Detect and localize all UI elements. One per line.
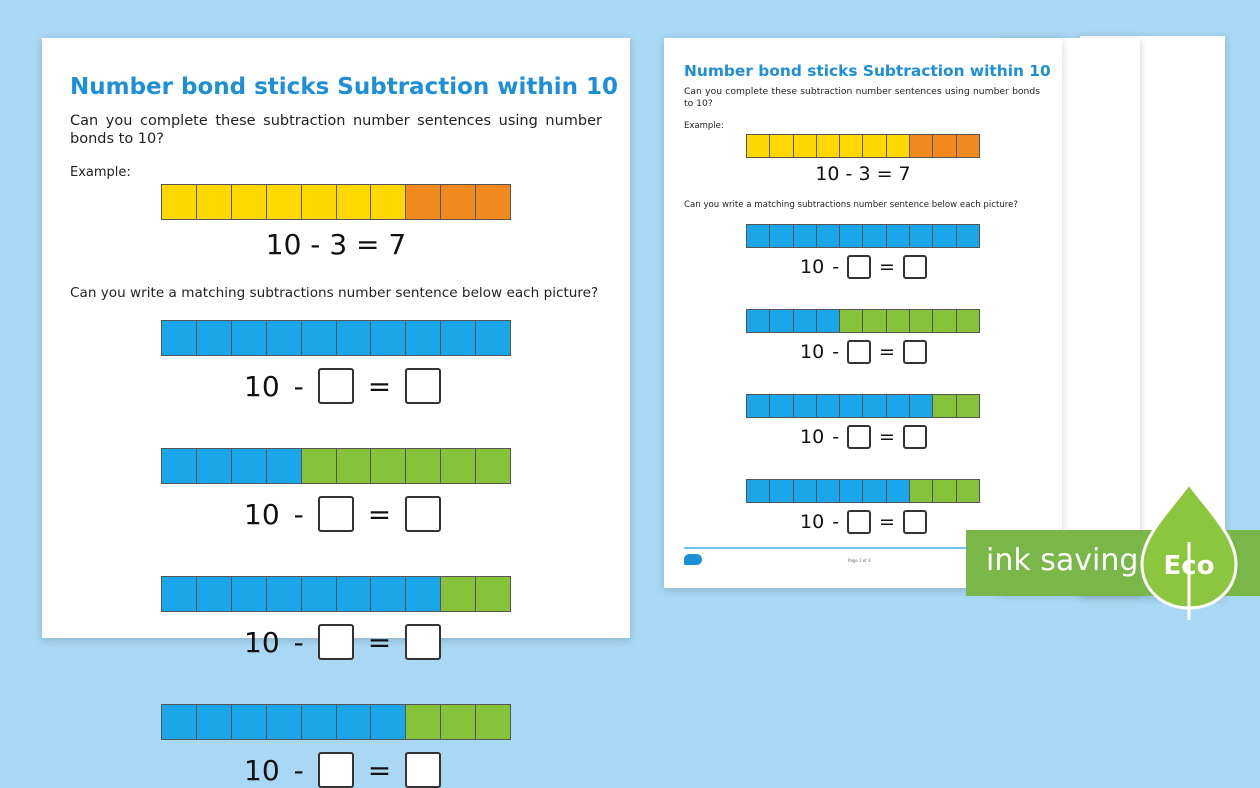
answer-box-difference[interactable] — [405, 368, 441, 404]
worksheet-intro: Can you complete these subtraction number sentences using number bonds to 10? — [684, 86, 1040, 109]
stick-cell — [817, 135, 840, 157]
problem-number-stick — [746, 394, 980, 418]
equals-sign: = — [879, 426, 895, 448]
problem-number-stick — [161, 448, 511, 484]
stick-cell — [267, 449, 302, 483]
stick-cell — [933, 135, 956, 157]
answer-box-subtrahend[interactable] — [318, 368, 354, 404]
stick-cell — [817, 225, 840, 247]
stick-cell — [162, 577, 197, 611]
minus-sign: - — [293, 369, 304, 403]
equals-sign: = — [367, 625, 392, 659]
stick-cell — [863, 395, 886, 417]
stick-cell — [933, 310, 956, 332]
minus-sign: - — [832, 511, 840, 533]
stick-cell — [337, 449, 372, 483]
stick-cell — [817, 395, 840, 417]
equation-start-number: 10 — [800, 511, 825, 533]
equals-sign: = — [367, 753, 392, 787]
worksheet-page-large — [42, 38, 630, 787]
stick-cell — [337, 321, 372, 355]
stick-cell — [910, 225, 933, 247]
problem-number-stick — [746, 309, 980, 333]
stick-cell — [863, 135, 886, 157]
worksheet-title: Number bond sticks Subtraction within 10 — [684, 62, 1051, 80]
stick-cell — [337, 705, 372, 739]
problem-number-stick — [161, 576, 511, 612]
stick-cell — [371, 321, 406, 355]
worksheet-question: Can you write a matching subtractions number sentence below each picture? — [684, 200, 1018, 210]
stick-cell — [910, 480, 933, 502]
stick-cell — [197, 321, 232, 355]
minus-sign: - — [293, 625, 304, 659]
answer-box-difference[interactable] — [405, 752, 441, 788]
stick-cell — [302, 449, 337, 483]
stick-cell — [302, 705, 337, 739]
stick-cell — [840, 480, 863, 502]
answer-box-difference[interactable] — [405, 496, 441, 532]
footer-page-number: Page 1 of 3 — [848, 558, 871, 563]
example-label: Example: — [70, 165, 131, 180]
problem-equation — [244, 624, 441, 660]
stick-cell — [267, 185, 302, 219]
stick-cell — [887, 135, 910, 157]
answer-box-subtrahend[interactable] — [318, 624, 354, 660]
stick-cell — [441, 185, 476, 219]
stick-cell — [887, 395, 910, 417]
minus-sign: - — [293, 753, 304, 787]
stick-cell — [197, 705, 232, 739]
answer-box-subtrahend[interactable] — [318, 496, 354, 532]
stick-cell — [747, 135, 770, 157]
ink-saving-label: ink saving — [986, 543, 1139, 578]
stick-cell — [840, 135, 863, 157]
stick-cell — [371, 577, 406, 611]
problem-number-stick — [161, 704, 511, 740]
answer-box-difference[interactable] — [405, 624, 441, 660]
minus-sign: - — [832, 256, 840, 278]
stick-cell — [910, 310, 933, 332]
stick-cell — [933, 225, 956, 247]
example-number-stick — [161, 184, 511, 220]
stick-cell — [476, 185, 510, 219]
stick-cell — [232, 577, 267, 611]
stick-cell — [933, 480, 956, 502]
equals-sign: = — [879, 341, 895, 363]
stick-cell — [162, 449, 197, 483]
stick-cell — [863, 225, 886, 247]
stick-cell — [770, 135, 793, 157]
problem-equation — [800, 510, 927, 534]
equation-start-number: 10 — [244, 369, 280, 403]
stick-cell — [441, 577, 476, 611]
answer-box-difference[interactable] — [903, 255, 927, 279]
stick-cell — [747, 225, 770, 247]
worksheet-question: Can you write a matching subtractions number sentence below each picture? — [70, 285, 599, 301]
stick-cell — [794, 310, 817, 332]
stick-cell — [887, 310, 910, 332]
eco-leaf-icon — [1140, 482, 1238, 622]
stick-cell — [441, 705, 476, 739]
answer-box-difference[interactable] — [903, 425, 927, 449]
problem-equation — [800, 425, 927, 449]
stick-cell — [840, 225, 863, 247]
stick-cell — [267, 321, 302, 355]
stick-cell — [267, 577, 302, 611]
stick-cell — [794, 225, 817, 247]
minus-sign: - — [832, 341, 840, 363]
stick-cell — [747, 395, 770, 417]
stick-cell — [197, 577, 232, 611]
stick-cell — [770, 395, 793, 417]
stick-cell — [863, 310, 886, 332]
stick-cell — [476, 321, 510, 355]
equals-sign: = — [879, 511, 895, 533]
example-number-stick — [746, 134, 980, 158]
equation-start-number: 10 — [800, 426, 825, 448]
answer-box-subtrahend[interactable] — [847, 510, 871, 534]
stick-cell — [302, 185, 337, 219]
problem-equation — [244, 496, 441, 532]
answer-box-subtrahend[interactable] — [847, 425, 871, 449]
problem-equation — [800, 340, 927, 364]
stick-cell — [337, 577, 372, 611]
problem-equation — [244, 368, 441, 404]
equals-sign: = — [367, 497, 392, 531]
equals-sign: = — [367, 369, 392, 403]
stick-cell — [406, 321, 441, 355]
stick-cell — [747, 310, 770, 332]
example-equation: 10 - 3 = 7 — [265, 228, 407, 261]
stick-cell — [770, 310, 793, 332]
stick-cell — [232, 449, 267, 483]
problem-equation — [244, 752, 441, 788]
equation-start-number: 10 — [800, 341, 825, 363]
stick-cell — [957, 310, 979, 332]
stick-cell — [476, 705, 510, 739]
stick-cell — [406, 705, 441, 739]
stick-cell — [794, 135, 817, 157]
answer-box-difference[interactable] — [903, 510, 927, 534]
stick-cell — [840, 395, 863, 417]
stick-cell — [794, 480, 817, 502]
stick-cell — [887, 225, 910, 247]
stick-cell — [197, 449, 232, 483]
equation-start-number: 10 — [244, 497, 280, 531]
equals-sign: = — [879, 256, 895, 278]
example-label: Example: — [684, 121, 724, 131]
stick-cell — [817, 310, 840, 332]
stick-cell — [817, 480, 840, 502]
worksheet-title: Number bond sticks Subtraction within 10 — [70, 74, 619, 100]
worksheet-intro: Can you complete these subtraction number sentences using number bonds to 10? — [70, 113, 602, 148]
stick-cell — [267, 705, 302, 739]
stick-cell — [747, 480, 770, 502]
stick-cell — [957, 135, 979, 157]
stick-cell — [887, 480, 910, 502]
stick-cell — [476, 449, 510, 483]
stick-cell — [406, 449, 441, 483]
stick-cell — [232, 321, 267, 355]
stick-cell — [933, 395, 956, 417]
stick-cell — [371, 185, 406, 219]
stick-cell — [162, 185, 197, 219]
stick-cell — [770, 480, 793, 502]
stick-cell — [441, 321, 476, 355]
stick-cell — [770, 225, 793, 247]
equation-start-number: 10 — [244, 753, 280, 787]
stick-cell — [197, 185, 232, 219]
stick-cell — [406, 577, 441, 611]
worksheet-page-preview — [664, 38, 1062, 588]
answer-box-subtrahend[interactable] — [847, 340, 871, 364]
stick-cell — [476, 577, 510, 611]
stick-cell — [910, 395, 933, 417]
publisher-logo — [684, 554, 702, 565]
stick-cell — [337, 185, 372, 219]
stick-cell — [910, 135, 933, 157]
equation-start-number: 10 — [244, 625, 280, 659]
problem-number-stick — [746, 479, 980, 503]
answer-box-difference[interactable] — [903, 340, 927, 364]
stick-cell — [840, 310, 863, 332]
stick-cell — [302, 321, 337, 355]
stick-cell — [232, 705, 267, 739]
stick-cell — [162, 321, 197, 355]
answer-box-subtrahend[interactable] — [318, 752, 354, 788]
stick-cell — [371, 705, 406, 739]
stick-cell — [957, 480, 979, 502]
stick-cell — [441, 449, 476, 483]
eco-leaf-label: Eco — [1163, 551, 1215, 581]
stick-cell — [406, 185, 441, 219]
stick-cell — [371, 449, 406, 483]
minus-sign: - — [293, 497, 304, 531]
stick-cell — [957, 395, 979, 417]
stick-cell — [232, 185, 267, 219]
stick-cell — [302, 577, 337, 611]
stick-cell — [957, 225, 979, 247]
example-equation: 10 - 3 = 7 — [815, 163, 911, 185]
stick-cell — [162, 705, 197, 739]
stick-cell — [794, 395, 817, 417]
problem-number-stick — [161, 320, 511, 356]
problem-number-stick — [746, 224, 980, 248]
stick-cell — [863, 480, 886, 502]
minus-sign: - — [832, 426, 840, 448]
problem-equation — [800, 255, 927, 279]
equation-start-number: 10 — [800, 256, 825, 278]
answer-box-subtrahend[interactable] — [847, 255, 871, 279]
